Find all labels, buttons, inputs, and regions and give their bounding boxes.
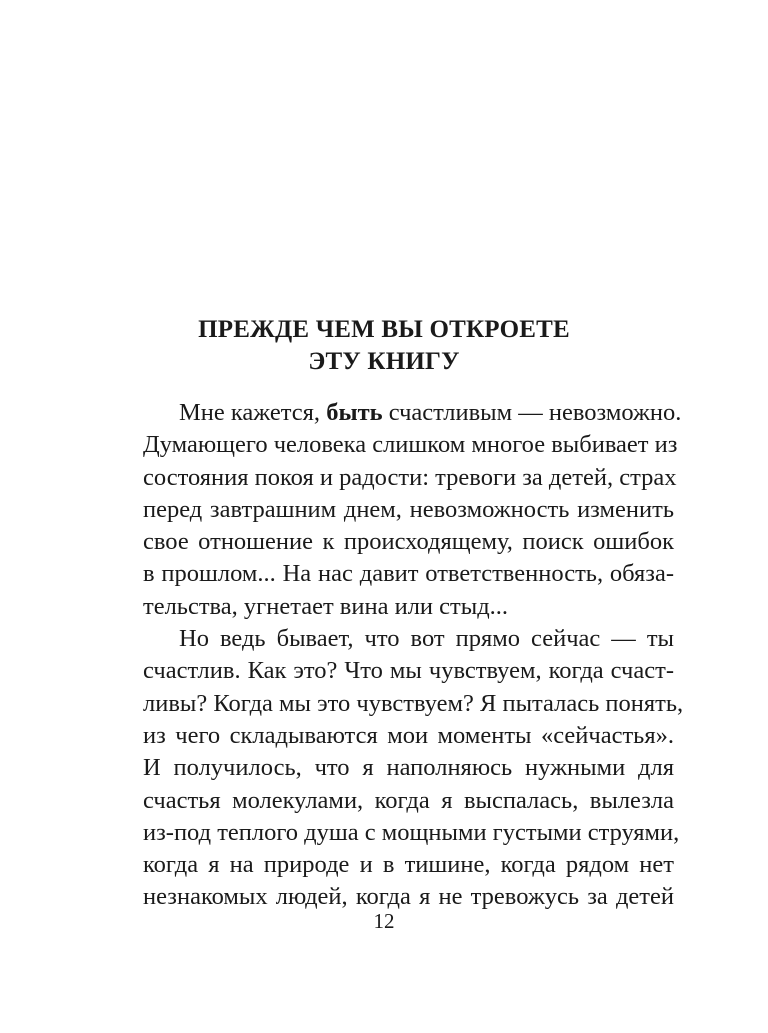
text-line: Думающего человека слишком многое выбивает из xyxy=(143,431,678,459)
text-line: в прошлом... На нас давит ответственность, обяза- xyxy=(143,560,674,588)
text-line: незнакомых людей, когда я не тревожусь за детей xyxy=(143,883,674,911)
text-line: состояния покоя и радости: тревоги за детей, страх xyxy=(143,463,677,491)
page-number: 12 xyxy=(373,909,395,933)
text-line: Но ведь бывает, что вот прямо сейчас — ты xyxy=(179,625,674,653)
text-line: счастья молекулами, когда я выспалась, вылезла xyxy=(143,786,674,814)
body-text xyxy=(143,397,684,914)
emphasis-bold: быть xyxy=(326,399,383,426)
text-line: из чего складываются мои моменты «сейчастья». xyxy=(143,721,674,749)
text-line: когда я на природе и в тишине, когда рядом нет xyxy=(143,851,674,879)
text-line: ливы? Когда мы это чувствуем? Я пыталась понять, xyxy=(143,689,684,717)
text-line: свое отношение к происходящему, поиск ошибок xyxy=(143,528,674,556)
text-line: счастлив. Как это? Что мы чувствуем, когда счаст- xyxy=(143,657,674,685)
text-line: тельства, угнетает вина или стыд... xyxy=(143,592,509,620)
text-line: И получилось, что я наполняюсь нужными для xyxy=(143,754,674,782)
text-line: Мне кажется, быть счастливым — невозможно. xyxy=(179,399,682,426)
chapter-heading-line-2: ЭТУ КНИГУ xyxy=(308,348,460,375)
chapter-heading-line-1: ПРЕЖДЕ ЧЕМ ВЫ ОТКРОЕТЕ xyxy=(198,316,570,343)
text-line: из-под теплого душа с мощными густыми струями, xyxy=(143,818,680,846)
chapter-heading xyxy=(0,314,768,378)
text-line: перед завтрашним днем, невозможность изменить xyxy=(143,495,674,523)
